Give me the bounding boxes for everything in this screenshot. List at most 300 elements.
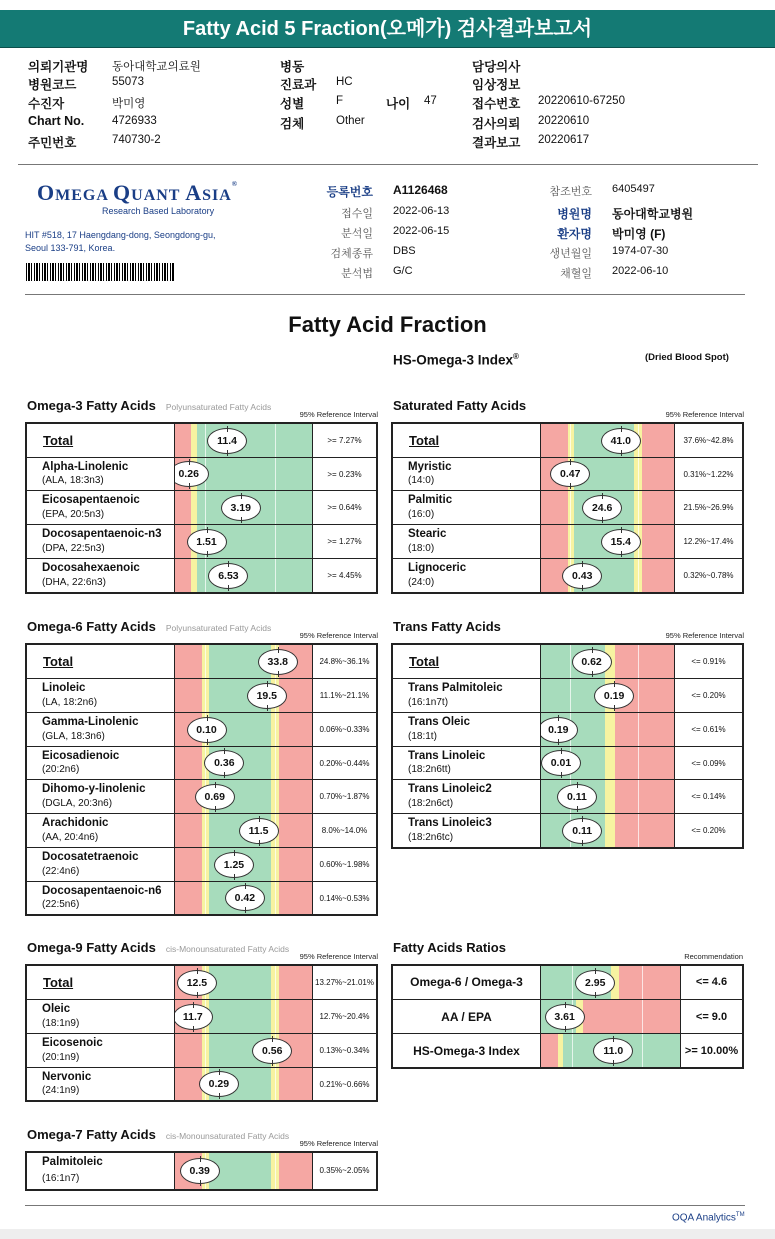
bar-segment <box>605 713 616 746</box>
total-label: Total <box>43 653 74 669</box>
header-label: 병동 <box>280 60 305 74</box>
reference-interval-caption: 95% Reference Interval <box>299 952 378 961</box>
bar-segment <box>642 491 674 524</box>
row-label <box>27 966 175 999</box>
bar-segment <box>615 747 674 779</box>
value-marker: 2.95 <box>575 970 615 996</box>
reference-range: >= 7.27% <box>312 424 376 457</box>
row-label <box>27 679 175 712</box>
bar-segment <box>175 747 202 779</box>
acid-formula: 24:1n9 <box>45 1085 76 1096</box>
bar-tick <box>642 966 643 999</box>
meta-value: 1974-07-30 <box>612 245 669 257</box>
table-row <box>393 457 742 490</box>
table-row <box>393 779 742 813</box>
value-marker: 0.43 <box>562 563 602 589</box>
range-bar <box>541 780 674 813</box>
value-marker: 12.5 <box>177 970 217 996</box>
bar-tick <box>205 1034 206 1067</box>
age-label: 나이 <box>386 97 411 111</box>
row-label <box>393 780 541 813</box>
ratio-name: AA / EPA <box>393 1000 541 1033</box>
total-label: Total <box>409 432 440 448</box>
acid-name: Trans Linoleic2 <box>408 783 492 795</box>
header-label: 임상정보 <box>472 78 521 92</box>
meta-label: 채혈일 <box>560 268 592 280</box>
value-marker: 0.56 <box>252 1038 292 1064</box>
table-row <box>393 678 742 712</box>
reference-range: 0.13%~0.34% <box>312 1034 376 1067</box>
acid-code: (ALA, 18:3n3) <box>42 475 104 486</box>
meta-value: G/C <box>393 265 413 277</box>
section-title-text: Omega-9 Fatty Acids <box>27 940 156 955</box>
acid-formula: 18:2n6tc <box>411 832 450 843</box>
bar-tick <box>205 882 206 914</box>
row-label <box>27 424 175 457</box>
table-row <box>27 813 376 847</box>
bar-segment <box>615 814 674 847</box>
range-bar <box>541 645 674 678</box>
range-bar <box>175 1000 312 1033</box>
lab-address-line2: Seoul 133-791, Korea. <box>25 243 116 253</box>
acid-name: Trans Linoleic <box>408 750 486 762</box>
acid-name: Docosapentaenoic-n6 <box>42 885 162 897</box>
reference-range: 24.8%~36.1% <box>312 645 376 678</box>
acid-code: (AA, 20:4n6) <box>42 832 99 843</box>
bar-segment <box>279 848 312 881</box>
bottom-strip <box>0 1229 775 1239</box>
bar-tick <box>275 848 276 881</box>
bar-segment <box>605 747 616 779</box>
bar-segment <box>615 645 674 678</box>
meta-label: 분석법 <box>341 268 373 280</box>
hs-omega3-index-title: HS-Omega-3 Index® <box>393 352 519 368</box>
range-bar <box>541 679 674 712</box>
reference-range: 0.21%~0.66% <box>312 1068 376 1100</box>
bar-segment <box>279 713 312 746</box>
reference-range: <= 0.14% <box>674 780 742 813</box>
acid-abbr: GLA <box>45 731 66 742</box>
reference-range: 0.06%~0.33% <box>312 713 376 746</box>
value-marker: 41.0 <box>601 428 641 454</box>
lab-divider <box>25 294 745 295</box>
range-bar <box>541 814 674 847</box>
header-label: 담당의사 <box>472 60 521 74</box>
acid-code: (14:0) <box>408 475 435 486</box>
acid-formula: 20:3n6 <box>78 798 109 809</box>
reference-range: 0.31%~1.22% <box>674 458 742 490</box>
acid-abbr: AA <box>45 832 59 843</box>
value-marker: 0.39 <box>180 1158 220 1184</box>
acid-formula: 18:2n6tt <box>411 764 448 775</box>
meta-value: 2022-06-15 <box>393 225 450 237</box>
acid-formula: 22:5n3 <box>70 543 102 554</box>
bar-tick <box>275 491 276 524</box>
reference-range: 12.2%~17.4% <box>674 525 742 558</box>
row-label <box>27 1068 175 1100</box>
acid-formula: 18:1n9 <box>45 1018 76 1029</box>
acid-formula: 18:3n6 <box>70 731 102 742</box>
logo-text: MEGA <box>55 187 114 204</box>
bar-segment <box>175 645 202 678</box>
bar-tick <box>570 424 571 457</box>
ratios-title: Fatty Acids Ratios <box>393 940 506 955</box>
bar-segment <box>541 491 568 524</box>
omega3-table <box>25 422 378 594</box>
value-marker: 0.19 <box>541 717 578 743</box>
logo-text: Q <box>113 180 132 205</box>
acid-formula: 16:1n7 <box>45 1173 76 1184</box>
range-bar <box>175 424 312 457</box>
bar-segment <box>279 1068 312 1100</box>
acid-name: Alpha-Linolenic <box>42 461 129 473</box>
table-row <box>27 712 376 746</box>
acid-code: (18:1n9) <box>42 1018 80 1029</box>
bar-tick <box>275 1000 276 1033</box>
section-subtitle: Polyunsaturated Fatty Acids <box>165 402 272 412</box>
acid-name: Palmitic <box>408 494 453 506</box>
range-bar <box>175 645 312 678</box>
ratio-row <box>393 1033 742 1067</box>
acid-name: Lignoceric <box>408 562 467 574</box>
acid-abbr: EPA <box>45 509 65 520</box>
acid-abbr: LA <box>45 697 58 708</box>
bar-tick <box>570 491 571 524</box>
range-bar <box>175 679 312 712</box>
bar-segment <box>642 458 674 490</box>
header-value: 박미영 <box>112 98 146 110</box>
omega9-table <box>25 964 378 1102</box>
table-row <box>27 424 376 457</box>
reference-range: 21.5%~26.9% <box>674 491 742 524</box>
table-row <box>393 490 742 524</box>
range-bar <box>175 1034 312 1067</box>
acid-code: (18:2n6tc) <box>408 832 454 843</box>
bar-tick <box>642 1000 643 1033</box>
bar-segment <box>605 780 616 813</box>
range-bar <box>175 882 312 914</box>
section-title <box>27 619 271 634</box>
value-marker: 0.26 <box>175 461 209 487</box>
meta-label: 접수일 <box>341 208 373 220</box>
logo-mark: ® <box>231 180 238 188</box>
bar-tick <box>572 1034 573 1067</box>
header-label: 진료과 <box>280 78 317 92</box>
reference-range: 8.0%~14.0% <box>312 814 376 847</box>
bar-segment <box>175 424 191 457</box>
acid-name: Stearic <box>408 528 447 540</box>
acid-code: (18:2n6tt) <box>408 764 451 775</box>
acid-code: (20:1n9) <box>42 1052 80 1063</box>
reference-interval-caption: 95% Reference Interval <box>299 410 378 419</box>
reference-range: 12.7%~20.4% <box>312 1000 376 1033</box>
acid-abbr: DPA <box>45 543 66 554</box>
reference-range: 0.35%~2.05% <box>312 1153 376 1189</box>
acid-formula: 18:0 <box>411 543 431 554</box>
acid-name: Myristic <box>408 461 452 473</box>
acid-code: (16:1n7) <box>42 1173 80 1184</box>
bar-segment <box>541 1034 558 1067</box>
table-row <box>393 424 742 457</box>
ratio-recommendation: <= 4.6 <box>680 966 742 999</box>
acid-name: Trans Linoleic3 <box>408 817 492 829</box>
acid-formula: 18:1t <box>411 731 434 742</box>
section-subtitle: cis-Monounsaturated Fatty Acids <box>165 944 290 954</box>
row-label <box>393 679 541 712</box>
barcode <box>26 263 174 281</box>
bar-tick <box>638 747 639 779</box>
row-label <box>393 491 541 524</box>
value-marker: 15.4 <box>601 529 641 555</box>
bar-segment <box>642 559 674 592</box>
bar-tick <box>638 679 639 712</box>
acid-code: (20:2n6) <box>42 764 80 775</box>
reference-range: >= 1.27% <box>312 525 376 558</box>
row-label <box>393 458 541 490</box>
range-bar <box>541 713 674 746</box>
header-label: 접수번호 <box>472 97 521 111</box>
age-value: 47 <box>424 95 437 107</box>
range-bar <box>541 491 674 524</box>
reference-interval-caption: 95% Reference Interval <box>299 631 378 640</box>
report-title-bar <box>0 10 775 48</box>
value-marker: 3.19 <box>221 495 261 521</box>
reference-range: 0.32%~0.78% <box>674 559 742 592</box>
row-label <box>27 747 175 779</box>
meta-label: 병원명 <box>557 207 592 221</box>
header-label: 수진자 <box>28 97 65 111</box>
bar-tick <box>275 424 276 457</box>
bar-segment <box>279 814 312 847</box>
bar-tick <box>205 848 206 881</box>
bar-segment <box>175 559 191 592</box>
value-marker: 11.0 <box>593 1038 633 1064</box>
acid-name: Eicosadienoic <box>42 750 120 762</box>
header-value: HC <box>336 76 353 88</box>
table-row <box>27 558 376 592</box>
value-marker: 0.42 <box>225 885 265 911</box>
acid-code: (16:0) <box>408 509 435 520</box>
range-bar <box>175 780 312 813</box>
meta-label: 검체종류 <box>330 248 373 260</box>
row-label <box>27 525 175 558</box>
reference-range: <= 0.20% <box>674 679 742 712</box>
row-label <box>393 424 541 457</box>
reference-range: >= 0.64% <box>312 491 376 524</box>
sample-type-label: (Dried Blood Spot) <box>645 352 729 363</box>
row-label <box>27 848 175 881</box>
range-bar <box>541 1034 680 1067</box>
table-row <box>27 490 376 524</box>
header-value: 20220610 <box>538 115 590 127</box>
bar-tick <box>205 424 206 457</box>
range-bar <box>175 458 312 490</box>
acid-name: Nervonic <box>42 1071 92 1083</box>
row-label <box>393 525 541 558</box>
reference-interval-caption: 95% Reference Interval <box>665 631 744 640</box>
bar-tick <box>638 491 639 524</box>
acid-code: (22:4n6) <box>42 866 80 877</box>
ratio-row <box>393 966 742 999</box>
ratio-row <box>393 999 742 1033</box>
row-label <box>27 780 175 813</box>
header-label: 결과보고 <box>472 136 521 150</box>
range-bar <box>541 458 674 490</box>
acid-name: Palmitoleic <box>42 1156 103 1168</box>
value-marker: 0.36 <box>204 750 244 776</box>
header-value: 동아대학교의료원 <box>112 61 201 73</box>
value-marker: 0.01 <box>541 750 581 776</box>
table-row <box>27 1153 376 1189</box>
bar-segment <box>175 814 202 847</box>
acid-name: Dihomo-y-linolenic <box>42 783 146 795</box>
row-label <box>27 1000 175 1033</box>
acid-formula: 20:1n9 <box>45 1052 76 1063</box>
range-bar <box>541 424 674 457</box>
reference-range: 0.70%~1.87% <box>312 780 376 813</box>
trans-table <box>391 643 744 849</box>
section-title-text: Trans Fatty Acids <box>393 619 501 634</box>
omega6-table <box>25 643 378 916</box>
table-row <box>393 746 742 779</box>
bar-tick <box>275 882 276 914</box>
section-subtitle: cis-Monounsaturated Fatty Acids <box>165 1131 290 1141</box>
row-label <box>27 559 175 592</box>
acid-name: Trans Oleic <box>408 716 471 728</box>
total-label: Total <box>409 653 440 669</box>
meta-value: 동아대학교병원 <box>612 207 694 221</box>
lab-subtitle: Research Based Laboratory <box>102 206 215 216</box>
range-bar <box>541 966 680 999</box>
bar-segment <box>279 882 312 914</box>
row-label <box>393 747 541 779</box>
ratio-recommendation: <= 9.0 <box>680 1000 742 1033</box>
bar-tick <box>275 1153 276 1189</box>
table-row <box>27 678 376 712</box>
bar-tick <box>638 458 639 490</box>
bar-segment <box>615 780 674 813</box>
table-row <box>27 966 376 999</box>
value-marker: 11.7 <box>175 1004 213 1030</box>
total-label: Total <box>43 432 74 448</box>
value-marker: 0.62 <box>572 649 612 675</box>
value-marker: 0.10 <box>187 717 227 743</box>
bar-tick <box>638 814 639 847</box>
bar-segment <box>175 679 202 712</box>
row-label <box>27 814 175 847</box>
acid-formula: 18:3n3 <box>69 475 101 486</box>
reference-range: <= 0.61% <box>674 713 742 746</box>
acid-formula: 14:0 <box>411 475 431 486</box>
reference-interval-caption: 95% Reference Interval <box>665 410 744 419</box>
acid-name: Linoleic <box>42 682 86 694</box>
range-bar <box>175 1153 312 1189</box>
header-value: 4726933 <box>112 115 157 127</box>
section-title <box>27 398 271 413</box>
value-marker: 6.53 <box>208 563 248 589</box>
header-value: 740730-2 <box>112 134 161 146</box>
section-title <box>393 398 526 413</box>
ratio-name: Omega-6 / Omega-3 <box>393 966 541 999</box>
range-bar <box>175 559 312 592</box>
reference-range: <= 0.09% <box>674 747 742 779</box>
meta-value: 2022-06-13 <box>393 205 450 217</box>
acid-formula: 16:1n7t <box>411 697 445 708</box>
row-label <box>27 1034 175 1067</box>
table-row <box>27 645 376 678</box>
header-label: 병원코드 <box>28 78 77 92</box>
logo-text: UANT <box>131 187 186 204</box>
range-bar <box>541 559 674 592</box>
bar-tick <box>205 679 206 712</box>
reference-range: <= 0.20% <box>674 814 742 847</box>
acid-code: (18:1t) <box>408 731 437 742</box>
bar-tick <box>205 645 206 678</box>
value-marker: 3.61 <box>545 1004 585 1030</box>
table-row <box>393 712 742 746</box>
range-bar <box>175 966 312 999</box>
header-value: F <box>336 95 344 107</box>
bar-segment <box>541 424 568 457</box>
reference-range: >= 4.45% <box>312 559 376 592</box>
acid-formula: 22:4n6 <box>45 866 76 877</box>
value-marker: 1.25 <box>214 852 254 878</box>
bar-segment <box>175 1034 202 1067</box>
section-title <box>393 619 501 634</box>
row-label <box>27 491 175 524</box>
bar-tick <box>205 491 206 524</box>
bar-segment <box>541 525 568 558</box>
meta-value: DBS <box>393 245 416 257</box>
table-row <box>393 645 742 678</box>
acid-name: Eicosapentaenoic <box>42 494 140 506</box>
bar-tick <box>275 458 276 490</box>
meta-label: 생년월일 <box>549 248 592 260</box>
range-bar <box>175 713 312 746</box>
bar-tick <box>275 525 276 558</box>
reference-range: 0.60%~1.98% <box>312 848 376 881</box>
acid-code: (18:2n6ct) <box>408 798 454 809</box>
table-row <box>27 779 376 813</box>
bar-tick <box>205 814 206 847</box>
row-label <box>27 645 175 678</box>
range-bar <box>175 747 312 779</box>
row-label <box>27 882 175 914</box>
bar-segment <box>209 1000 271 1033</box>
header-label: 의뢰기관명 <box>28 60 89 74</box>
bar-tick <box>275 747 276 779</box>
value-marker: 0.19 <box>594 683 634 709</box>
acid-formula: 20:5n3 <box>70 509 101 520</box>
section-title-text: Omega-3 Fatty Acids <box>27 398 156 413</box>
acid-formula: 18:2n6ct <box>411 798 450 809</box>
acid-name: Oleic <box>42 1003 71 1015</box>
bar-tick <box>638 559 639 592</box>
bar-tick <box>275 713 276 746</box>
bar-segment <box>209 966 271 999</box>
bar-segment <box>279 780 312 813</box>
acid-formula: 20:4n6 <box>64 832 95 843</box>
bar-tick <box>638 645 639 678</box>
bar-tick <box>275 966 276 999</box>
reference-range: >= 0.23% <box>312 458 376 490</box>
meta-value: 2022-06-10 <box>612 265 669 277</box>
section-title-text: Omega-6 Fatty Acids <box>27 619 156 634</box>
value-marker: 0.47 <box>550 461 590 487</box>
reference-range: 0.14%~0.53% <box>312 882 376 914</box>
logo-text: A <box>185 180 203 205</box>
acid-formula: 16:0 <box>411 509 431 520</box>
